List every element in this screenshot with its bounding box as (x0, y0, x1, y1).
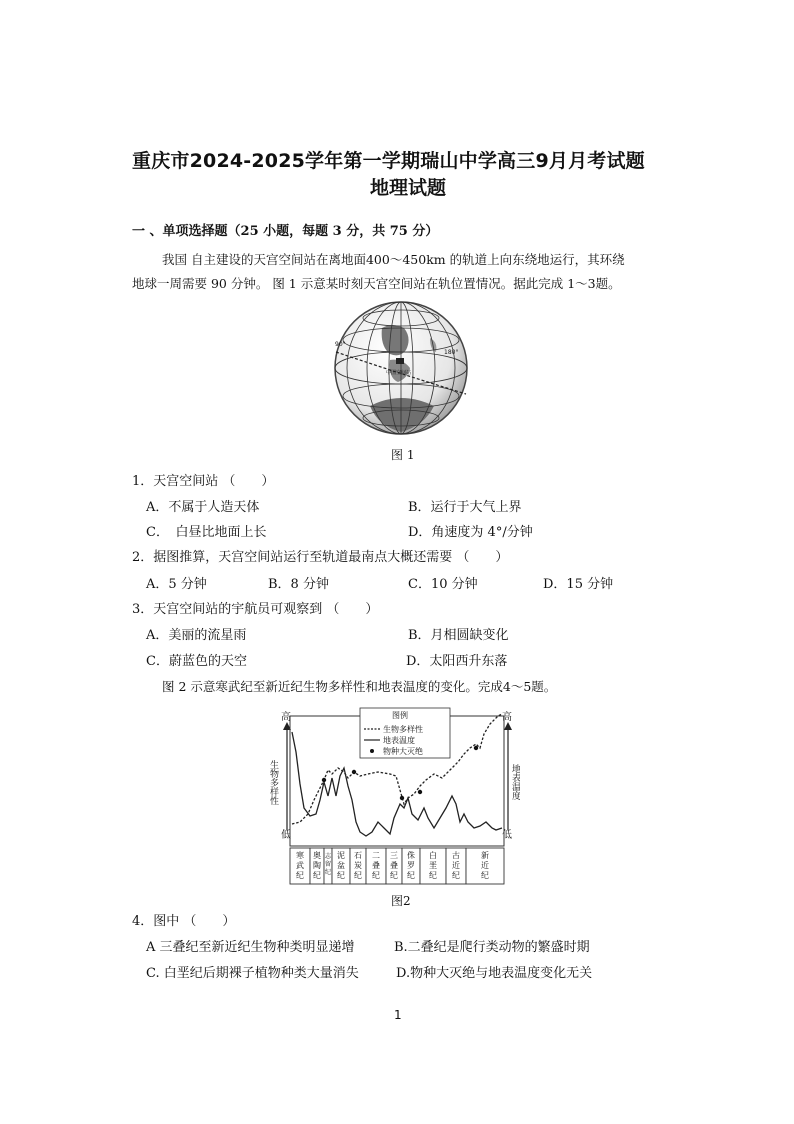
legend-title: 图例 (392, 711, 408, 720)
period-label-char: 陶 (313, 861, 321, 870)
question-1-stem: 1．天宫空间站 （ ） (132, 474, 275, 489)
question-2-option-a: A．5 分钟 (146, 577, 207, 592)
left-axis-title: 生物多样性 (268, 760, 278, 805)
period-label-char: 炭 (354, 861, 362, 870)
period-label-char: 古 (452, 851, 460, 860)
question-3-stem: 3．天宫空间站的宇航员可观察到 （ ） (132, 602, 379, 617)
exam-subtitle: 地理试题 (370, 177, 447, 199)
period-label-char: 纪 (296, 871, 304, 880)
right-axis-high: 高 (502, 712, 512, 723)
figure-1-globe (330, 298, 472, 438)
period-label-char: 纪 (324, 869, 332, 876)
intro-paragraph-line2: 地球一周需要 90 分钟。 图 1 示意某时刻天宫空间站在轨位置情况。据此完成 1～3题。 (132, 276, 621, 291)
period-label-char: 志 (324, 853, 332, 860)
figure-2-caption: 图2 (391, 894, 411, 908)
period-label-char: 新 (481, 851, 489, 860)
page-number: 1 (394, 1008, 402, 1022)
period-label-char: 奥 (313, 851, 321, 860)
legend-bio: 生物多样性 (383, 725, 423, 734)
period-label-char: 白 (429, 851, 437, 860)
question-4-option-c: C. 白垩纪后期裸子植物种类大量消失 (146, 966, 359, 981)
figure-2-chart (268, 704, 520, 886)
period-label-char: 泥 (337, 851, 345, 860)
left-axis-high: 高 (281, 712, 291, 723)
question-4-option-b: B.二叠纪是爬行类动物的繁盛时期 (394, 940, 590, 955)
lon-label-left: 90° (335, 341, 346, 348)
question-3-option-a: A．美丽的流星雨 (146, 628, 247, 643)
question-3-option-b: B．月相圆缺变化 (408, 628, 509, 643)
question-3-option-c: C．蔚蓝色的天空 (146, 654, 247, 669)
period-label-char: 石 (354, 851, 362, 860)
period-label-char: 纪 (429, 871, 437, 880)
period-label-char: 近 (481, 861, 489, 870)
period-label-char: 盆 (337, 861, 345, 870)
question-4-option-a: A 三叠纪至新近纪生物种类明显递增 (146, 940, 355, 955)
legend-temp: 地表温度 (383, 736, 415, 745)
lon-label-right: 180° (444, 349, 459, 356)
period-label-char: 垩 (429, 861, 437, 870)
period-label-char: 纪 (452, 871, 460, 880)
period-label-char: 纪 (354, 871, 362, 880)
figure-1-caption: 图 1 (391, 448, 415, 462)
period-label-char: 纪 (313, 871, 321, 880)
period-label-char: 留 (324, 861, 332, 868)
period-label-char: 纪 (390, 871, 398, 880)
exam-title: 重庆市2024-2025学年第一学期瑞山中学高三9月月考试题 (132, 150, 645, 172)
period-label-char: 武 (296, 861, 304, 870)
question-2-stem: 2．据图推算，天宫空间站运行至轨道最南点大概还需要 （ ） (132, 550, 509, 565)
period-label-char: 罗 (407, 861, 415, 870)
question-1-option-c: C． 白昼比地面上长 (146, 525, 267, 540)
period-label-char: 纪 (372, 871, 380, 880)
left-axis-low: 低 (281, 830, 291, 841)
question-2-option-c: C．10 分钟 (408, 577, 478, 592)
station-label: 中国空间站 (386, 370, 412, 376)
question-4-stem: 4．图中 （ ） (132, 914, 236, 929)
period-label-char: 近 (452, 861, 460, 870)
intro-paragraph-line1: 我国 自主建设的天宫空间站在离地面400～450km 的轨道上向东绕地运行，其环绕 (162, 252, 625, 267)
question-2-option-d: D．15 分钟 (543, 577, 614, 592)
period-label-char: 纪 (481, 871, 489, 880)
period-label-char: 寒 (296, 851, 304, 860)
right-axis-low: 低 (502, 830, 512, 841)
period-label-char: 纪 (407, 871, 415, 880)
period-label-char: 纪 (337, 871, 345, 880)
period-label-char: 侏 (407, 851, 415, 860)
legend-extinction: 物种大灭绝 (383, 747, 423, 756)
question-3-option-d: D．太阳西升东落 (406, 654, 508, 669)
question-2-option-b: B．8 分钟 (268, 577, 329, 592)
question-4-option-d: D.物种大灭绝与地表温度变化无关 (396, 966, 593, 981)
period-label-char: 二 (372, 851, 380, 860)
question-1-option-b: B．运行于大气上界 (408, 500, 522, 515)
question-1-option-a: A．不属于人造天体 (146, 500, 260, 515)
period-label-char: 叠 (372, 861, 380, 870)
intro-paragraph-fig2: 图 2 示意寒武纪至新近纪生物多样性和地表温度的变化。完成4～5题。 (162, 679, 557, 694)
period-label-char: 叠 (390, 861, 398, 870)
period-label-char: 三 (390, 851, 398, 860)
section-heading: 一 、单项选择题（25 小题，每题 3 分，共 75 分） (132, 224, 439, 239)
question-1-option-d: D．角速度为 4°/分钟 (408, 525, 533, 540)
period-labels (290, 848, 504, 884)
right-axis-title: 地表温度 (510, 764, 520, 800)
